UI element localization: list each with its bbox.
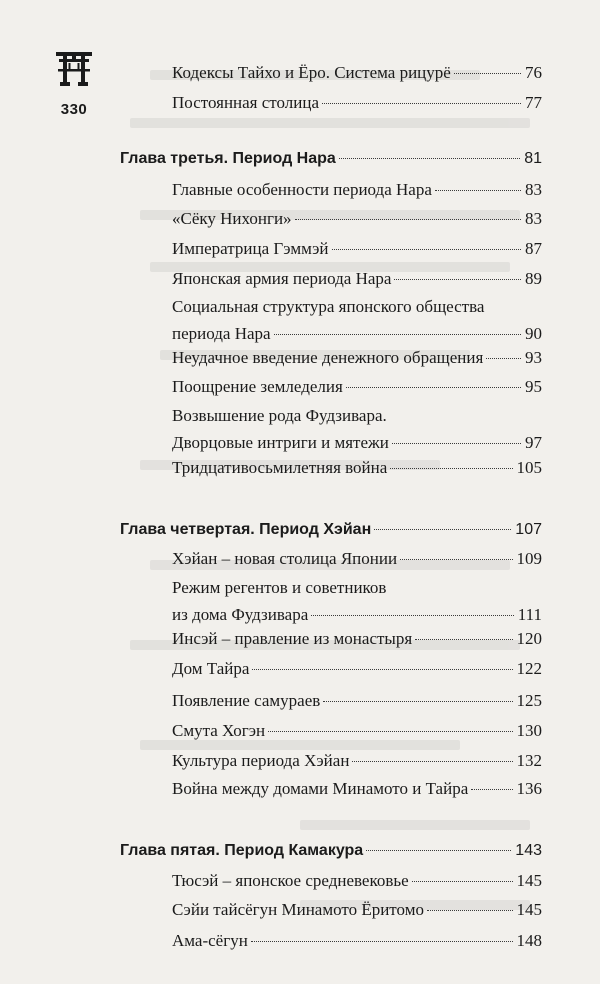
- dot-leader: [412, 881, 513, 882]
- toc-entry-page: 77: [525, 93, 542, 112]
- toc-entry-title: из дома Фудзивара: [172, 605, 309, 624]
- toc-entry-page: 105: [516, 458, 542, 477]
- toc-entry[interactable]: [172, 457, 542, 478]
- toc-entry-title-line1: Социальная структура японского общества: [172, 297, 485, 316]
- toc-entry-page: 136: [516, 779, 542, 798]
- toc-chapter[interactable]: [120, 519, 542, 540]
- dot-leader: [394, 279, 521, 280]
- dot-leader: [252, 669, 512, 670]
- toc-entry[interactable]: [172, 577, 542, 625]
- dot-leader: [366, 850, 511, 851]
- dot-leader: [311, 615, 514, 616]
- dot-leader: [427, 910, 513, 911]
- dot-leader: [274, 334, 521, 335]
- toc-chapter-title: Глава четвертая. Период Хэйан: [120, 521, 372, 538]
- dot-leader: [392, 443, 521, 444]
- toc-entry-title: Тюсэй – японское средневековье: [172, 871, 409, 890]
- toc-entry-page: 132: [516, 751, 542, 770]
- toc-entry-title: периода Нара: [172, 324, 271, 343]
- toc-entry[interactable]: [172, 750, 542, 771]
- toc-entry-title: Кодексы Тайхо и Ёро. Система рицурё: [172, 63, 451, 82]
- dot-leader: [415, 639, 512, 640]
- toc-entry-title: Культура периода Хэйан: [172, 751, 350, 770]
- toc-chapter[interactable]: [120, 840, 542, 861]
- toc-entry[interactable]: [172, 658, 542, 679]
- toc-entry-page: 89: [525, 269, 542, 288]
- dot-leader: [251, 941, 513, 942]
- dot-leader: [400, 559, 512, 560]
- toc-entry-title: Дворцовые интриги и мятежи: [172, 433, 389, 452]
- toc-entry[interactable]: [172, 179, 542, 200]
- dot-leader: [390, 468, 512, 469]
- toc-entry-page: 122: [516, 659, 542, 678]
- dot-leader: [471, 789, 512, 790]
- toc-entry[interactable]: [172, 296, 542, 344]
- toc-entry-title: Поощрение земледелия: [172, 377, 343, 396]
- toc-entry[interactable]: [172, 628, 542, 649]
- toc-entry-title: Тридцативосьмилетняя война: [172, 458, 388, 477]
- toc-entry-title: Хэйан – новая столица Японии: [172, 549, 398, 568]
- toc-chapter-page: 143: [515, 842, 542, 859]
- toc-entry-title: Главные особенности периода Нара: [172, 180, 432, 199]
- toc-entry-page: 109: [516, 549, 542, 568]
- toc-entry[interactable]: [172, 899, 542, 920]
- toc-entry[interactable]: [172, 720, 542, 741]
- dot-leader: [352, 761, 512, 762]
- toc-entry-page: 148: [516, 931, 542, 950]
- toc-entry-title: Сэйи тайсёгун Минамото Ёритомо: [172, 900, 424, 919]
- toc-entry[interactable]: [172, 778, 542, 799]
- toc-entry-page: 120: [516, 629, 542, 648]
- dot-leader: [346, 387, 521, 388]
- toc-entry-page: 125: [516, 691, 542, 710]
- toc-entry-page: 97: [525, 433, 542, 452]
- toc-entry-title: Дом Тайра: [172, 659, 250, 678]
- dot-leader: [454, 73, 521, 74]
- toc-entry[interactable]: [172, 238, 542, 259]
- toc-entry[interactable]: [172, 268, 542, 289]
- toc-chapter[interactable]: [120, 148, 542, 169]
- toc-entry-title-line1: Возвышение рода Фудзивара.: [172, 406, 387, 425]
- dot-leader: [268, 731, 512, 732]
- toc-entry[interactable]: [172, 870, 542, 891]
- toc-chapter-title: Глава пятая. Период Камакура: [120, 842, 364, 859]
- toc-entry-title: Инсэй – правление из монастыря: [172, 629, 413, 648]
- toc-entry-page: 145: [516, 871, 542, 890]
- toc-entry[interactable]: [172, 690, 542, 711]
- toc-entry-page: 93: [525, 348, 542, 367]
- dot-leader: [435, 190, 521, 191]
- toc-entry-title: Война между домами Минамото и Тайра: [172, 779, 469, 798]
- toc-entry-page: 145: [516, 900, 542, 919]
- toc-entry-title: Неудачное введение денежного обращения: [172, 348, 484, 367]
- toc-entry-page: 95: [525, 377, 542, 396]
- toc-entry-title: Постоянная столица: [172, 93, 320, 112]
- toc-chapter-page: 107: [515, 521, 542, 538]
- dot-leader: [339, 158, 520, 159]
- toc-entry-page: 90: [525, 324, 542, 343]
- toc-entry-title: Ама-сёгун: [172, 931, 248, 950]
- toc-entry-page: 76: [525, 63, 542, 82]
- toc-entry[interactable]: [172, 62, 542, 83]
- toc-entry[interactable]: [172, 405, 542, 453]
- toc-entry-page: 83: [525, 180, 542, 199]
- toc-entry-page: 83: [525, 209, 542, 228]
- dot-leader: [295, 219, 521, 220]
- toc-chapter-page: 81: [524, 150, 542, 167]
- toc-entry-page: 111: [517, 605, 542, 624]
- toc-entry[interactable]: [172, 376, 542, 397]
- page-number: 330: [60, 101, 88, 118]
- toc-entry-title: «Сёку Нихонги»: [172, 209, 292, 228]
- toc-entry[interactable]: [172, 930, 542, 951]
- dot-leader: [323, 701, 512, 702]
- toc-entry-title: Японская армия периода Нара: [172, 269, 392, 288]
- toc-entry-page: 130: [516, 721, 542, 740]
- dot-leader: [374, 529, 511, 530]
- toc-entry[interactable]: [172, 548, 542, 569]
- dot-leader: [486, 358, 521, 359]
- toc-entry-title: Смута Хогэн: [172, 721, 266, 740]
- toc-entry-page: 87: [525, 239, 542, 258]
- toc-entry-title: Появление самураев: [172, 691, 321, 710]
- dot-leader: [332, 249, 521, 250]
- toc-entry-title-line1: Режим регентов и советников: [172, 578, 387, 597]
- toc-entry[interactable]: [172, 208, 542, 229]
- dot-leader: [322, 103, 521, 104]
- toc-entry-title: Императрица Гэммэй: [172, 239, 329, 258]
- toc-entry[interactable]: [172, 92, 542, 113]
- toc-chapter-title: Глава третья. Период Нара: [120, 150, 336, 167]
- toc-entry[interactable]: [172, 347, 542, 368]
